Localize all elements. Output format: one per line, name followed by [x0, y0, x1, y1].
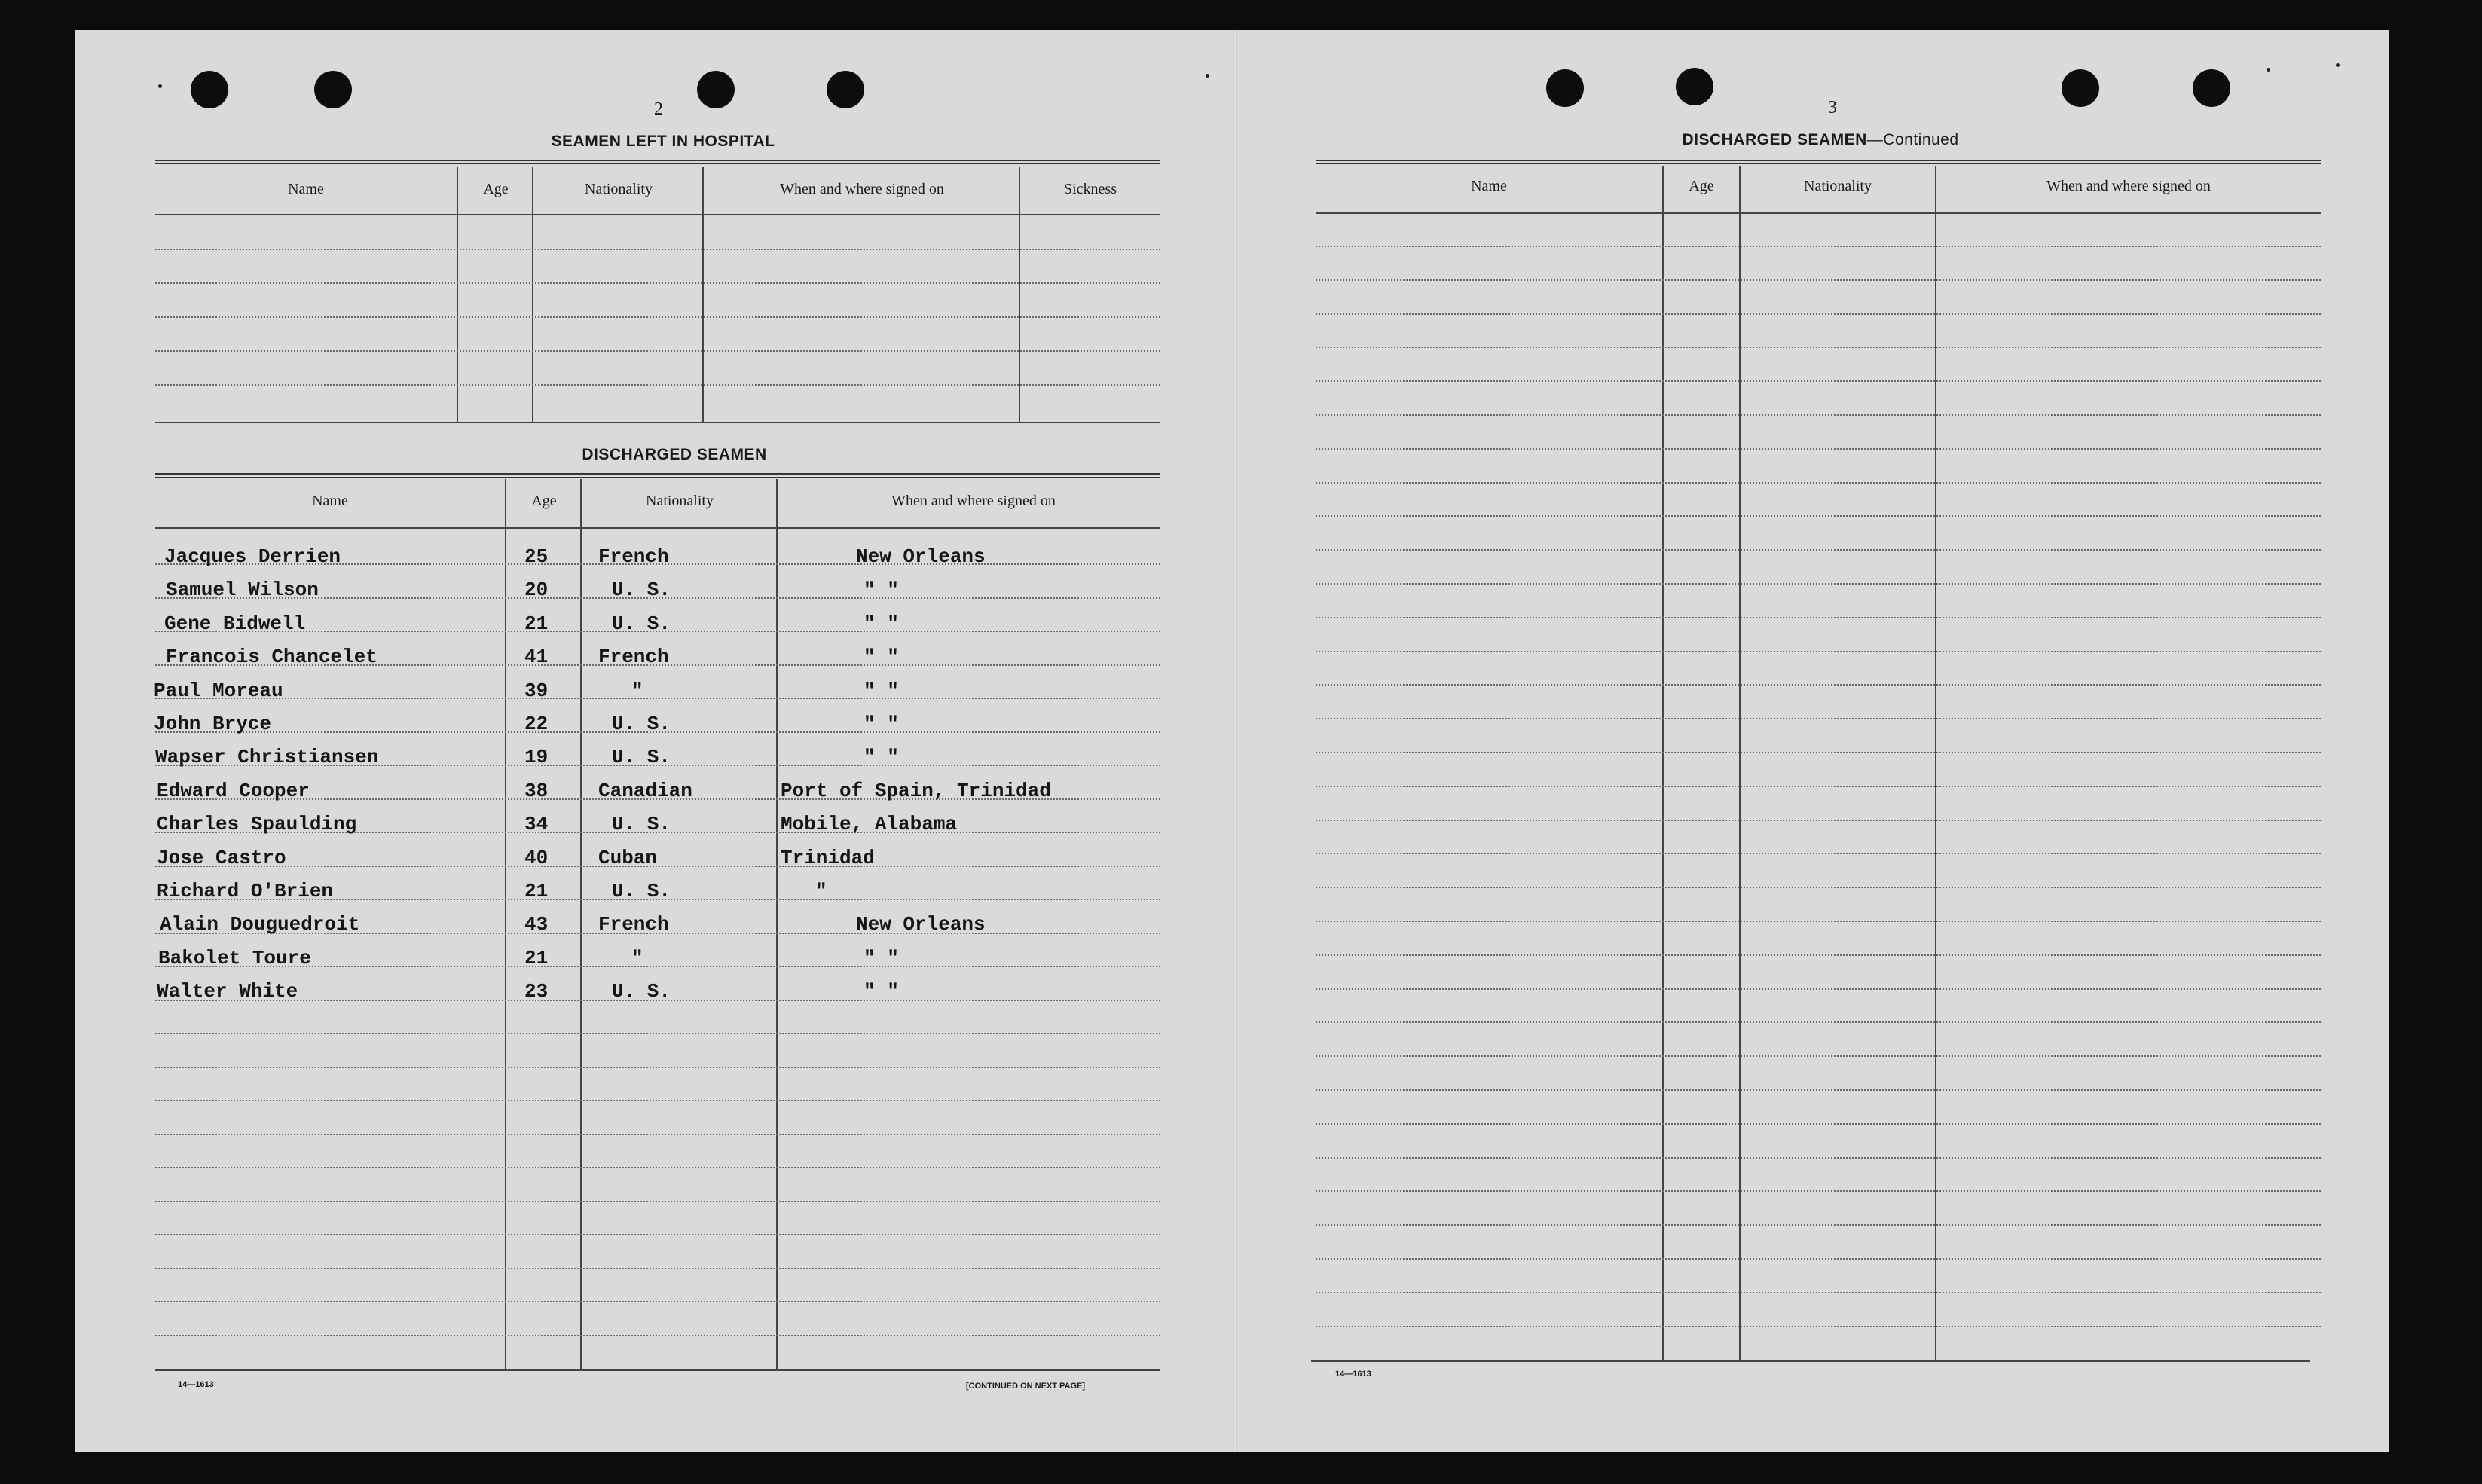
seaman-age: 22 — [524, 713, 549, 735]
seaman-nationality: French — [598, 545, 669, 568]
seaman-name: Paul Moreau — [154, 679, 283, 702]
right-page — [1236, 30, 2389, 1452]
speck — [2336, 63, 2340, 67]
ruled-line — [155, 282, 1160, 284]
ruled-line — [1316, 617, 2321, 618]
ruled-line — [155, 1335, 1160, 1336]
ruled-line — [1316, 1258, 2321, 1260]
discharged-continued-title — [1316, 131, 2325, 149]
signed-on-place: " — [815, 880, 827, 902]
ruled-line — [1316, 752, 2321, 753]
column-header-name: Name — [312, 493, 348, 509]
signed-on-place: " " — [864, 612, 899, 635]
ruled-line — [1316, 718, 2321, 719]
signed-on-place: Mobile, Alabama — [781, 813, 958, 836]
signed-on-place: " " — [864, 713, 899, 735]
column-header-nationality: Nationality — [585, 181, 653, 197]
title-text: DISCHARGED SEAMEN — [1682, 131, 1867, 148]
section-bottom-rule — [155, 422, 1160, 423]
seaman-age: 20 — [524, 579, 549, 602]
seaman-age: 41 — [524, 646, 549, 669]
seaman-age: 43 — [524, 913, 549, 936]
punch-hole — [2193, 69, 2230, 107]
ruled-line — [155, 1234, 1160, 1235]
seaman-name: Jose Castro — [157, 846, 286, 869]
left-page — [75, 30, 1236, 1452]
punch-hole — [314, 71, 352, 108]
ruled-line — [155, 1067, 1160, 1068]
ruled-line — [1316, 887, 2321, 888]
ruled-line — [1316, 414, 2321, 416]
ruled-line — [1316, 482, 2321, 484]
ruled-line — [155, 350, 1160, 352]
ruled-line — [155, 316, 1160, 318]
seaman-name: Wapser Christiansen — [155, 746, 379, 769]
discharged-section-title: DISCHARGED SEAMEN — [582, 446, 767, 463]
column-divider — [505, 479, 506, 1369]
seaman-age: 38 — [524, 779, 549, 802]
punch-hole — [827, 71, 864, 108]
column-header-age: Age — [531, 493, 557, 509]
ruled-line — [155, 384, 1160, 386]
seaman-nationality: Canadian — [598, 779, 692, 802]
hospital-section-title: SEAMEN LEFT IN HOSPITAL — [551, 133, 775, 150]
column-divider — [776, 479, 778, 1369]
seaman-nationality: U. S. — [612, 579, 671, 602]
page-number: 2 — [654, 99, 663, 119]
ruled-line — [1316, 853, 2321, 854]
ruled-line — [155, 866, 1160, 867]
ruled-line — [155, 1167, 1160, 1168]
seaman-nationality: Cuban — [598, 846, 658, 869]
ruled-line — [155, 1100, 1160, 1101]
seaman-nationality: U. S. — [612, 980, 671, 1003]
seaman-name: Jacques Derrien — [164, 545, 341, 568]
form-number: 14—1613 — [1335, 1369, 1371, 1379]
ruled-line — [1316, 583, 2321, 585]
ruled-line — [1316, 549, 2321, 551]
signed-on-place: Port of Spain, Trinidad — [781, 779, 1051, 802]
column-header-age: Age — [483, 181, 509, 197]
seaman-nationality: U. S. — [612, 746, 671, 769]
speck — [2267, 68, 2270, 72]
column-header-sickness: Sickness — [1064, 181, 1117, 197]
speck — [1206, 74, 1209, 78]
signed-on-place: " " — [864, 579, 899, 602]
column-header-name: Name — [1471, 178, 1507, 194]
ruled-line — [1316, 246, 2321, 247]
page-fold — [1233, 30, 1237, 1452]
header-underline — [1316, 212, 2321, 214]
ruled-line — [1316, 1055, 2321, 1057]
ruled-line — [155, 1201, 1160, 1202]
ruled-line — [1316, 921, 2321, 922]
column-divider — [1739, 166, 1741, 1362]
punch-hole — [191, 71, 228, 108]
ruled-line — [155, 249, 1160, 250]
column-divider — [580, 479, 582, 1369]
seaman-name: Richard O'Brien — [157, 880, 334, 902]
ruled-line — [1316, 448, 2321, 450]
section-rule — [1316, 160, 2321, 164]
seaman-age: 19 — [524, 746, 549, 769]
ruled-line — [1316, 954, 2321, 956]
section-rule — [155, 160, 1160, 164]
ruled-line — [1316, 786, 2321, 787]
seaman-age: 34 — [524, 813, 549, 836]
table-bottom-rule — [1311, 1360, 2310, 1362]
ruled-line — [155, 698, 1160, 699]
punch-hole — [2062, 69, 2099, 107]
ruled-line — [1316, 1326, 2321, 1327]
title-suffix: —Continued — [1866, 131, 1959, 148]
seaman-name: Bakolet Toure — [158, 946, 311, 969]
continued-note: [CONTINUED ON NEXT PAGE] — [966, 1382, 1086, 1391]
signed-on-place: New Orleans — [856, 545, 986, 568]
seaman-name: Charles Spaulding — [157, 813, 357, 836]
ruled-line — [155, 1268, 1160, 1269]
column-divider — [1662, 166, 1664, 1362]
header-underline — [155, 527, 1160, 529]
ruled-line — [1316, 347, 2321, 348]
signed-on-place: " " — [864, 946, 899, 969]
signed-on-place: New Orleans — [856, 913, 986, 936]
ruled-line — [1316, 1123, 2321, 1125]
page-number: 3 — [1828, 98, 1837, 118]
header-underline — [155, 214, 1160, 215]
seaman-age: 23 — [524, 980, 549, 1003]
seaman-nationality: U. S. — [612, 813, 671, 836]
table-bottom-rule — [155, 1369, 1160, 1371]
signed-on-place: " " — [864, 746, 899, 769]
ruled-line — [1316, 1021, 2321, 1023]
ruled-line — [1316, 1157, 2321, 1159]
signed-on-place: " " — [864, 679, 899, 702]
seaman-age: 25 — [524, 545, 549, 568]
column-divider — [1935, 166, 1936, 1362]
seaman-nationality: French — [598, 646, 669, 669]
ruled-line — [1316, 820, 2321, 821]
column-header-signed-on: When and where signed on — [780, 181, 944, 197]
punch-hole — [697, 71, 735, 108]
column-header-age: Age — [1689, 178, 1714, 194]
ruled-line — [1316, 313, 2321, 315]
seaman-age: 21 — [524, 612, 549, 635]
form-number: 14—1613 — [178, 1380, 214, 1389]
signed-on-place: " " — [864, 646, 899, 669]
seaman-nationality: U. S. — [612, 713, 671, 735]
seaman-name: Samuel Wilson — [166, 579, 319, 602]
punch-hole — [1546, 69, 1584, 107]
punch-hole — [1676, 68, 1713, 105]
ruled-line — [1316, 1224, 2321, 1226]
speck — [158, 84, 162, 88]
ruled-line — [1316, 684, 2321, 686]
seaman-name: Gene Bidwell — [164, 612, 306, 635]
ruled-line — [1316, 1190, 2321, 1192]
seaman-nationality: U. S. — [612, 880, 671, 902]
signed-on-place: " " — [864, 980, 899, 1003]
column-header-signed-on: When and where signed on — [2046, 178, 2211, 194]
column-header-nationality: Nationality — [646, 493, 714, 509]
ruled-line — [1316, 515, 2321, 517]
ruled-line — [1316, 1292, 2321, 1293]
seaman-nationality: U. S. — [612, 612, 671, 635]
ruled-line — [155, 1033, 1160, 1034]
ruled-line — [1316, 1089, 2321, 1091]
seaman-name: John Bryce — [154, 713, 272, 735]
seaman-name: Alain Douguedroit — [160, 913, 360, 936]
column-header-nationality: Nationality — [1804, 178, 1872, 194]
seaman-nationality: French — [598, 913, 669, 936]
seaman-age: 39 — [524, 679, 549, 702]
seaman-nationality: " — [631, 946, 643, 969]
seaman-age: 40 — [524, 846, 549, 869]
seaman-name: Walter White — [157, 980, 298, 1003]
column-header-signed-on: When and where signed on — [891, 493, 1056, 509]
seaman-age: 21 — [524, 880, 549, 902]
seaman-nationality: " — [631, 679, 643, 702]
seaman-age: 21 — [524, 946, 549, 969]
ruled-line — [1316, 380, 2321, 382]
signed-on-place: Trinidad — [781, 846, 875, 869]
ruled-line — [155, 1134, 1160, 1135]
section-rule — [155, 473, 1160, 478]
ruled-line — [1316, 988, 2321, 990]
seaman-name: Edward Cooper — [157, 779, 310, 802]
seaman-name: Francois Chancelet — [166, 646, 377, 669]
ruled-line — [1316, 279, 2321, 281]
column-header-name: Name — [288, 181, 324, 197]
ruled-line — [1316, 651, 2321, 652]
ruled-line — [155, 1301, 1160, 1302]
